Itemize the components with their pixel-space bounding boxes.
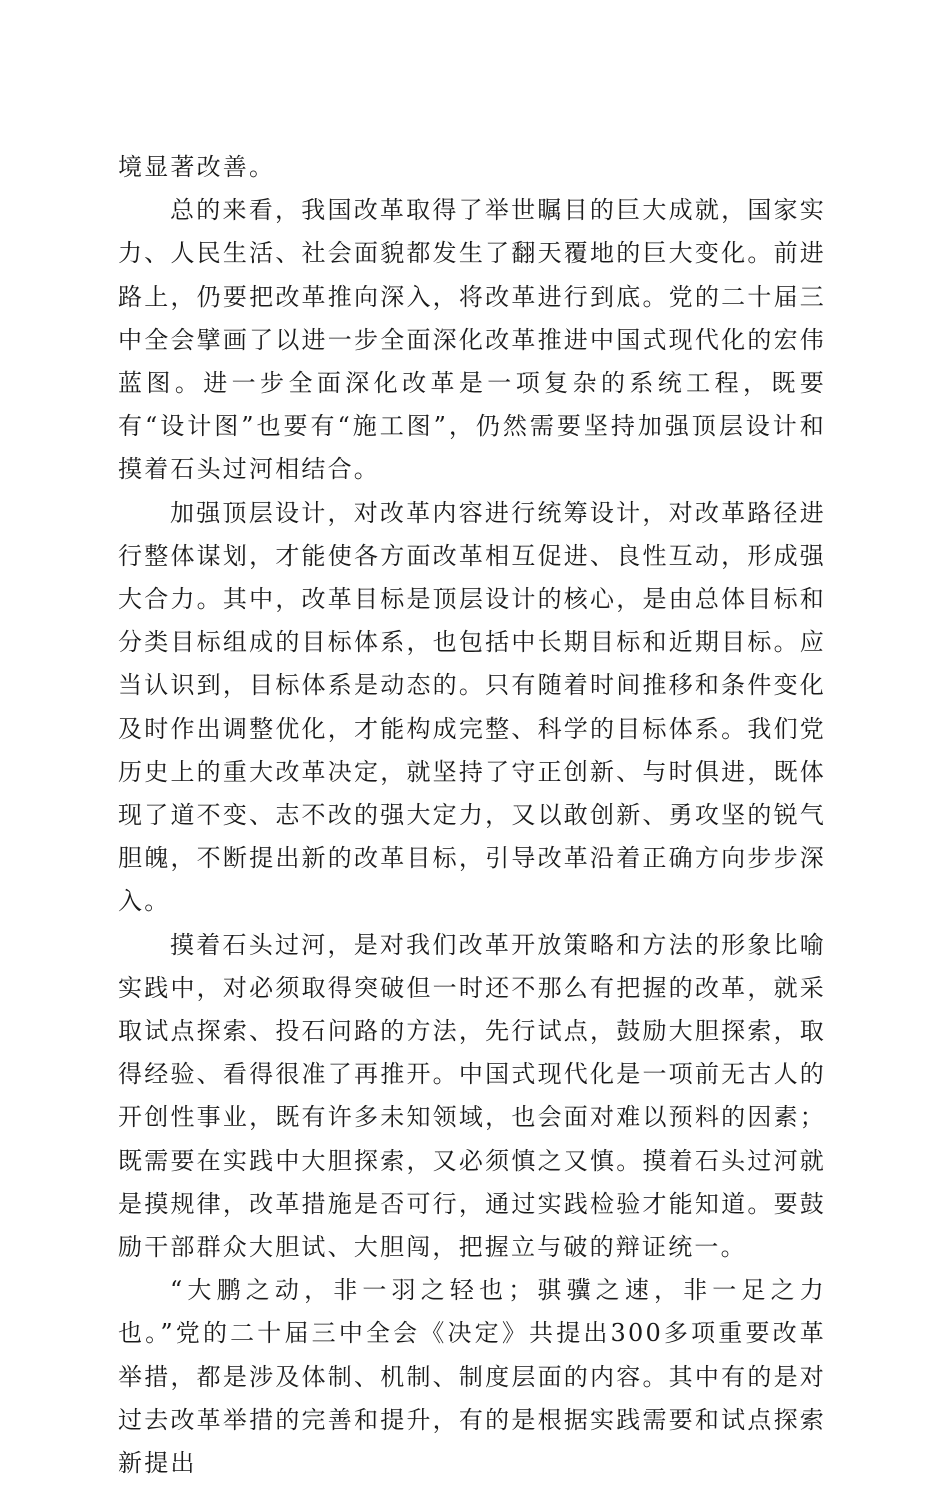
paragraph-3: 加强顶层设计，对改革内容进行统筹设计，对改革路径进行整体谋划，才能使各方面改革相互促进、良性互动，形成强大合力。其中，改革目标是顶层设计的核心，是由总体目标和分类目标组成的目标体系，也包括中长期目标和近期目标。应当认识到，目标体系是动态的。只有随着时间推移和条件变化及时作出调整优化，才能构成完整、科学的目标体系。我们党历史上的重大改革决定，就坚持了守正创新、与时俱进，既体现了道不变、志不改的强大定力，又以敢创新、勇攻坚的锐气胆魄，不断提出新的改革目标，引导改革沿着正确方向步步深入。 <box>118 498 826 916</box>
paragraph-5: “大鹏之动，非一羽之轻也；骐骥之速，非一足之力也。”党的二十届三中全会《决定》共提出300多项重要改革举措，都是涉及体制、机制、制度层面的内容。其中有的是对过去改革举措的完善和提升，有的是根据实践需要和试点探索新提出 <box>118 1276 826 1478</box>
paragraph-2: 总的来看，我国改革取得了举世瞩目的巨大成就，国家实力、人民生活、社会面貌都发生了翻天覆地的巨大变化。前进路上，仍要把改革推向深入，将改革进行到底。党的二十届三中全会擘画了以进一步全面深化改革推进中国式现代化的宏伟蓝图。进一步全面深化改革是一项复杂的系统工程，既要有“设计图”也要有“施工图”，仍然需要坚持加强顶层设计和摸着石头过河相结合。 <box>118 196 826 484</box>
paragraph-1: 境显著改善。 <box>118 153 276 181</box>
document-body <box>118 146 826 1485</box>
paragraph-4: 摸着石头过河，是对我们改革开放策略和方法的形象比喻实践中，对必须取得突破但一时还不那么有把握的改革，就采取试点探索、投石问路的方法，先行试点，鼓励大胆探索，取得经验、看得很准了再推开。中国式现代化是一项前无古人的开创性事业，既有许多未知领域，也会面对难以预料的因素；既需要在实践中大胆探索，又必须慎之又慎。摸着石头过河就是摸规律，改革措施是否可行，通过实践检验才能知道。要鼓励干部群众大胆试、大胆闯，把握立与破的辩证统一。 <box>118 930 826 1262</box>
